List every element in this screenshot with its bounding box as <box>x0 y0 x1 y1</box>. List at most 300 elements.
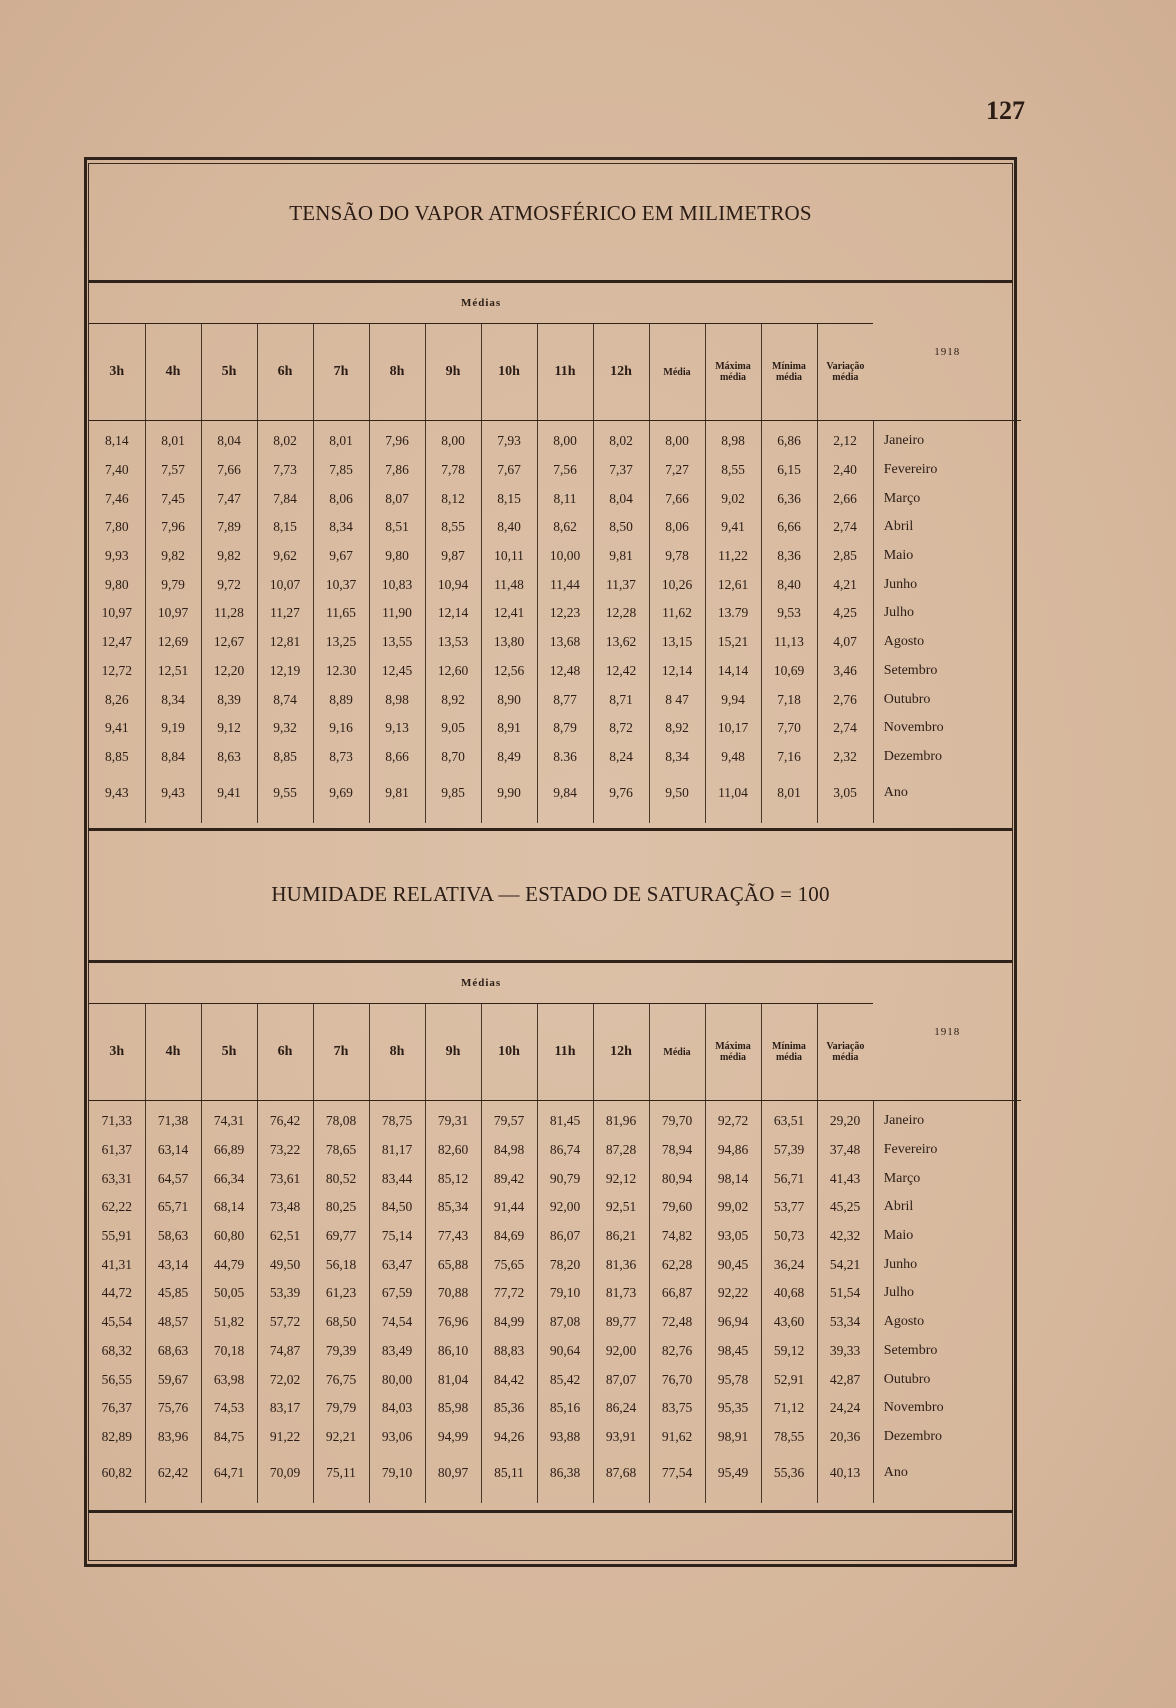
table-row <box>89 599 1021 628</box>
table-cell: 7,47 <box>201 484 257 513</box>
table-cell: 42,32 <box>817 1222 873 1251</box>
table-cell: 8,04 <box>201 421 257 456</box>
table-cell: 13.79 <box>705 599 761 628</box>
table-cell: 66,89 <box>201 1136 257 1165</box>
table-cell: 12,60 <box>425 657 481 686</box>
table-cell: 92,12 <box>593 1164 649 1193</box>
table-cell: 8,66 <box>369 743 425 772</box>
table-cell: 98,14 <box>705 1164 761 1193</box>
table-cell: 72,02 <box>257 1365 313 1394</box>
table-cell: 8,55 <box>425 513 481 542</box>
column-header: 11h <box>537 1004 593 1101</box>
table-cell: 86,24 <box>593 1394 649 1423</box>
table-cell: 74,54 <box>369 1308 425 1337</box>
table-cell: 9,19 <box>145 714 201 743</box>
table-cell: 84,69 <box>481 1222 537 1251</box>
column-header: Máxima média <box>705 324 761 421</box>
table-cell: 8,79 <box>537 714 593 743</box>
table-cell: 8,12 <box>425 484 481 513</box>
table-cell: 9,90 <box>481 771 537 815</box>
table-cell: 7,78 <box>425 456 481 485</box>
table-cell: 55,36 <box>761 1451 817 1495</box>
table-cell: 61,37 <box>101 1142 132 1158</box>
table-cell: 12,19 <box>257 657 313 686</box>
column-header: 11h <box>537 324 593 421</box>
table-cell: 66,87 <box>649 1279 705 1308</box>
table-cell: 8,34 <box>145 685 201 714</box>
table-cell: 8,24 <box>593 743 649 772</box>
table-cell: 8,36 <box>761 542 817 571</box>
table-cell: 82,89 <box>101 1428 132 1444</box>
table-cell: 11,65 <box>313 599 369 628</box>
table-cell: 12,47 <box>101 634 132 650</box>
table-cell: 3,46 <box>817 657 873 686</box>
table-cell: 8,63 <box>201 743 257 772</box>
table-row <box>89 1365 1021 1394</box>
table-cell: 12,23 <box>537 599 593 628</box>
table-cell: 77,43 <box>425 1222 481 1251</box>
table-cell: 80,00 <box>369 1365 425 1394</box>
column-header: Máxima média <box>705 1004 761 1101</box>
table-cell: 86,38 <box>537 1451 593 1495</box>
table-cell: 11,62 <box>649 599 705 628</box>
table-cell: 9,12 <box>201 714 257 743</box>
month-label: Setembro <box>873 657 1021 686</box>
table-cell: 85,98 <box>425 1394 481 1423</box>
table-cell: 7,40 <box>104 462 129 478</box>
table-cell: 87,08 <box>537 1308 593 1337</box>
table-cell: 7,89 <box>201 513 257 542</box>
table-row <box>89 628 1021 657</box>
table-cell: 8,77 <box>537 685 593 714</box>
column-header: Variação média <box>817 1004 873 1101</box>
table-cell: 54,21 <box>817 1250 873 1279</box>
table-cell: 73,61 <box>257 1164 313 1193</box>
table-cell: 12.30 <box>313 657 369 686</box>
table-cell: 59,12 <box>761 1337 817 1366</box>
table-cell: 8,92 <box>649 714 705 743</box>
table-cell: 64,57 <box>145 1164 201 1193</box>
table-cell: 81,04 <box>425 1365 481 1394</box>
table-cell: 7,56 <box>537 456 593 485</box>
column-header: Mínima média <box>761 1004 817 1101</box>
table-cell: 7,27 <box>649 456 705 485</box>
table-cell: 55,91 <box>101 1228 132 1244</box>
table-cell: 12,61 <box>705 570 761 599</box>
table-cell: 8,01 <box>145 421 201 456</box>
table-cell: 7,70 <box>761 714 817 743</box>
table-cell: 9,41 <box>104 720 129 736</box>
table-cell: 9,05 <box>425 714 481 743</box>
table-cell: 67,59 <box>369 1279 425 1308</box>
table-cell: 63,31 <box>101 1170 132 1186</box>
month-label: Abril <box>873 513 1021 542</box>
year-total-row <box>89 1451 1021 1495</box>
table-cell: 84,50 <box>369 1193 425 1222</box>
month-label: Ano <box>873 771 1021 815</box>
table-cell: 45,85 <box>145 1279 201 1308</box>
table-cell: 39,33 <box>817 1337 873 1366</box>
table-cell: 80,97 <box>425 1451 481 1495</box>
month-label: Fevereiro <box>873 456 1021 485</box>
table-cell: 75,76 <box>145 1394 201 1423</box>
table-cell: 83,49 <box>369 1337 425 1366</box>
year-header: 1918 <box>873 963 1021 1101</box>
table-cell: 13,80 <box>481 628 537 657</box>
table-cell: 92,00 <box>537 1193 593 1222</box>
table-cell: 8,90 <box>481 685 537 714</box>
table-cell: 79,10 <box>537 1279 593 1308</box>
table-cell: 12,41 <box>481 599 537 628</box>
table-cell: 8,50 <box>593 513 649 542</box>
table-cell: 9,82 <box>201 542 257 571</box>
table-cell: 4,25 <box>817 599 873 628</box>
table-cell: 88,83 <box>481 1337 537 1366</box>
table-cell: 3,05 <box>817 771 873 815</box>
table-cell: 63,14 <box>145 1136 201 1165</box>
table-cell: 85,12 <box>425 1164 481 1193</box>
table-cell: 7,80 <box>104 519 129 535</box>
table-cell: 36,24 <box>761 1250 817 1279</box>
table-cell: 91,22 <box>257 1423 313 1452</box>
table-cell: 7,37 <box>593 456 649 485</box>
table-cell: 7,84 <box>257 484 313 513</box>
table-cell: 75,11 <box>313 1451 369 1495</box>
column-header: 12h <box>593 324 649 421</box>
table-cell: 90,45 <box>705 1250 761 1279</box>
table-cell: 68,63 <box>145 1337 201 1366</box>
table-cell: 53,77 <box>761 1193 817 1222</box>
table-cell: 69,77 <box>313 1222 369 1251</box>
table-cell: 13,55 <box>369 628 425 657</box>
table-cell: 44,79 <box>201 1250 257 1279</box>
table-row <box>89 1279 1021 1308</box>
table-cell: 8,07 <box>369 484 425 513</box>
table-cell: 99,02 <box>705 1193 761 1222</box>
table-cell: 71,38 <box>145 1101 201 1136</box>
table-cell: 60,80 <box>201 1222 257 1251</box>
table-cell: 80,25 <box>313 1193 369 1222</box>
table-cell: 41,43 <box>817 1164 873 1193</box>
table-cell: 8,40 <box>761 570 817 599</box>
table-cell: 76,70 <box>649 1365 705 1394</box>
table-cell: 8,73 <box>313 743 369 772</box>
table-cell: 7,66 <box>649 484 705 513</box>
table-cell: 12,67 <box>201 628 257 657</box>
table-cell: 8,11 <box>537 484 593 513</box>
table-cell: 10,11 <box>481 542 537 571</box>
table-cell: 12,45 <box>369 657 425 686</box>
table-cell: 9,50 <box>649 771 705 815</box>
humidade-bottom-rule <box>88 1510 1013 1513</box>
table-cell: 79,60 <box>649 1193 705 1222</box>
table-cell: 12,56 <box>481 657 537 686</box>
month-label: Maio <box>873 1222 1021 1251</box>
table-cell: 8,62 <box>537 513 593 542</box>
table-cell: 74,82 <box>649 1222 705 1251</box>
table-cell: 8,49 <box>481 743 537 772</box>
month-label: Novembro <box>873 714 1021 743</box>
column-header: 12h <box>593 1004 649 1101</box>
table-cell: 65,71 <box>145 1193 201 1222</box>
table-cell: 74,53 <box>201 1394 257 1423</box>
month-label: Julho <box>873 599 1021 628</box>
humidade-table-title: HUMIDADE RELATIVA — ESTADO DE SATURAÇÃO = 100 <box>271 882 830 906</box>
table-cell: 7,57 <box>145 456 201 485</box>
table-cell: 2,12 <box>817 421 873 456</box>
table-cell: 10,97 <box>145 599 201 628</box>
month-label: Abril <box>873 1193 1021 1222</box>
column-header: Média <box>649 1004 705 1101</box>
table-cell: 68,50 <box>313 1308 369 1337</box>
table-cell: 63,98 <box>201 1365 257 1394</box>
table-cell: 8,00 <box>649 421 705 456</box>
table-cell: 9,41 <box>201 771 257 815</box>
month-label: Setembro <box>873 1337 1021 1366</box>
month-label: Janeiro <box>873 1101 1021 1136</box>
table-cell: 82,60 <box>425 1136 481 1165</box>
month-label: Dezembro <box>873 1423 1021 1452</box>
column-header: Média <box>649 324 705 421</box>
table-cell: 78,75 <box>369 1101 425 1136</box>
table-cell: 81,73 <box>593 1279 649 1308</box>
table-cell: 9,67 <box>313 542 369 571</box>
column-header: 8h <box>369 1004 425 1101</box>
table-cell: 8,84 <box>145 743 201 772</box>
table-cell: 80,94 <box>649 1164 705 1193</box>
table-cell: 49,50 <box>257 1250 313 1279</box>
column-header: 4h <box>145 324 201 421</box>
table-cell: 9,76 <box>593 771 649 815</box>
vapor-table <box>89 283 1021 823</box>
table-cell: 8,98 <box>705 421 761 456</box>
table-cell: 9,93 <box>104 548 129 564</box>
table-cell: 13,15 <box>649 628 705 657</box>
table-cell: 84,03 <box>369 1394 425 1423</box>
table-cell: 13,68 <box>537 628 593 657</box>
table-cell: 8,92 <box>425 685 481 714</box>
table-cell: 13,25 <box>313 628 369 657</box>
table-cell: 2,76 <box>817 685 873 714</box>
table-cell: 48,57 <box>145 1308 201 1337</box>
table-cell: 8,34 <box>649 743 705 772</box>
month-label: Março <box>873 484 1021 513</box>
table-cell: 12,48 <box>537 657 593 686</box>
table-cell: 40,13 <box>817 1451 873 1495</box>
column-header: 5h <box>201 1004 257 1101</box>
table-cell: 51,54 <box>817 1279 873 1308</box>
table-cell: 56,71 <box>761 1164 817 1193</box>
table-cell: 9,48 <box>705 743 761 772</box>
table-cell: 81,36 <box>593 1250 649 1279</box>
column-header: 6h <box>257 1004 313 1101</box>
vapor-bottom-rule <box>88 828 1013 831</box>
table-cell: 70,09 <box>257 1451 313 1495</box>
table-cell: 89,42 <box>481 1164 537 1193</box>
table-cell: 79,57 <box>481 1101 537 1136</box>
table-cell: 52,91 <box>761 1365 817 1394</box>
table-cell: 8,14 <box>104 433 129 449</box>
table-cell: 95,49 <box>705 1451 761 1495</box>
table-cell: 79,70 <box>649 1101 705 1136</box>
table-row <box>89 456 1021 485</box>
table-cell: 42,87 <box>817 1365 873 1394</box>
table-cell: 9,81 <box>369 771 425 815</box>
table-cell: 10,26 <box>649 570 705 599</box>
table-cell: 63,51 <box>761 1101 817 1136</box>
table-cell: 9,81 <box>593 542 649 571</box>
table-cell: 64,71 <box>201 1451 257 1495</box>
table-cell: 9,41 <box>705 513 761 542</box>
table-cell: 73,22 <box>257 1136 313 1165</box>
table-cell: 9,43 <box>145 771 201 815</box>
table-cell: 79,10 <box>369 1451 425 1495</box>
table-cell: 68,32 <box>101 1342 132 1358</box>
table-cell: 85,42 <box>537 1365 593 1394</box>
table-cell: 4,07 <box>817 628 873 657</box>
table-cell: 44,72 <box>101 1285 132 1301</box>
table-cell: 20,36 <box>817 1423 873 1452</box>
table-cell: 9,72 <box>201 570 257 599</box>
month-label: Julho <box>873 1279 1021 1308</box>
table-cell: 9,85 <box>425 771 481 815</box>
column-header: 10h <box>481 1004 537 1101</box>
table-cell: 56,55 <box>101 1371 132 1387</box>
month-label: Junho <box>873 570 1021 599</box>
month-label: Fevereiro <box>873 1136 1021 1165</box>
table-cell: 72,48 <box>649 1308 705 1337</box>
column-header: 5h <box>201 324 257 421</box>
month-label: Agosto <box>873 1308 1021 1337</box>
table-cell: 84,98 <box>481 1136 537 1165</box>
table-cell: 10,69 <box>761 657 817 686</box>
table-cell: 43,14 <box>145 1250 201 1279</box>
table-cell: 89,77 <box>593 1308 649 1337</box>
month-label: Ano <box>873 1451 1021 1495</box>
table-cell: 50,05 <box>201 1279 257 1308</box>
table-row <box>89 1136 1021 1165</box>
table-cell: 61,23 <box>313 1279 369 1308</box>
table-cell: 58,63 <box>145 1222 201 1251</box>
table-cell: 83,96 <box>145 1423 201 1452</box>
table-cell: 85,34 <box>425 1193 481 1222</box>
table-cell: 87,28 <box>593 1136 649 1165</box>
table-cell: 86,21 <box>593 1222 649 1251</box>
table-cell: 7,85 <box>313 456 369 485</box>
table-cell: 62,42 <box>145 1451 201 1495</box>
table-cell: 2,74 <box>817 714 873 743</box>
table-cell: 8,98 <box>369 685 425 714</box>
table-cell: 11,90 <box>369 599 425 628</box>
table-cell: 6,66 <box>761 513 817 542</box>
table-row <box>89 685 1021 714</box>
table-cell: 10,07 <box>257 570 313 599</box>
table-cell: 93,06 <box>369 1423 425 1452</box>
table-cell: 59,67 <box>145 1365 201 1394</box>
table-cell: 11,28 <box>201 599 257 628</box>
table-cell: 9,32 <box>257 714 313 743</box>
table-cell: 11,22 <box>705 542 761 571</box>
table-row <box>89 484 1021 513</box>
table-cell: 8,01 <box>761 771 817 815</box>
table-cell: 75,65 <box>481 1250 537 1279</box>
table-cell: 8,85 <box>257 743 313 772</box>
table-cell: 12,28 <box>593 599 649 628</box>
table-cell: 8,72 <box>593 714 649 743</box>
table-cell: 13,53 <box>425 628 481 657</box>
table-cell: 91,62 <box>649 1423 705 1452</box>
column-header: 9h <box>425 324 481 421</box>
year-total-row <box>89 771 1021 815</box>
table-cell: 83,75 <box>649 1394 705 1423</box>
table-cell: 7,73 <box>257 456 313 485</box>
page-number: 127 <box>986 96 1025 125</box>
table-cell: 6,86 <box>761 421 817 456</box>
table-cell: 86,07 <box>537 1222 593 1251</box>
table-cell: 24,24 <box>817 1394 873 1423</box>
table-cell: 7,86 <box>369 456 425 485</box>
table-cell: 53,34 <box>817 1308 873 1337</box>
table-row <box>89 1394 1021 1423</box>
table-cell: 50,73 <box>761 1222 817 1251</box>
table-cell: 94,26 <box>481 1423 537 1452</box>
table-cell: 10,17 <box>705 714 761 743</box>
month-label: Agosto <box>873 628 1021 657</box>
table-cell: 8,02 <box>593 421 649 456</box>
table-cell: 12,51 <box>145 657 201 686</box>
table-cell: 40,68 <box>761 1279 817 1308</box>
table-cell: 8,15 <box>257 513 313 542</box>
table-cell: 51,82 <box>201 1308 257 1337</box>
table-cell: 7,96 <box>369 421 425 456</box>
table-row <box>89 714 1021 743</box>
table-cell: 78,55 <box>761 1423 817 1452</box>
table-cell: 93,91 <box>593 1423 649 1452</box>
table-cell: 83,17 <box>257 1394 313 1423</box>
month-label: Dezembro <box>873 743 1021 772</box>
table-cell: 8,34 <box>313 513 369 542</box>
table-cell: 7,16 <box>761 743 817 772</box>
table-cell: 7,18 <box>761 685 817 714</box>
table-cell: 77,54 <box>649 1451 705 1495</box>
table-cell: 70,18 <box>201 1337 257 1366</box>
table-cell: 2,74 <box>817 513 873 542</box>
table-cell: 9,69 <box>313 771 369 815</box>
table-cell: 62,22 <box>101 1199 132 1215</box>
table-cell: 73,48 <box>257 1193 313 1222</box>
table-cell: 85,36 <box>481 1394 537 1423</box>
table-cell: 2,32 <box>817 743 873 772</box>
table-row <box>89 1423 1021 1452</box>
table-row <box>89 1250 1021 1279</box>
table-cell: 7,96 <box>145 513 201 542</box>
table-row <box>89 1193 1021 1222</box>
table-cell: 96,94 <box>705 1308 761 1337</box>
table-cell: 84,75 <box>201 1423 257 1452</box>
table-cell: 84,42 <box>481 1365 537 1394</box>
humidade-table <box>89 963 1021 1503</box>
table-cell: 12,14 <box>649 657 705 686</box>
table-cell: 8,70 <box>425 743 481 772</box>
table-row <box>89 743 1021 772</box>
column-header: 9h <box>425 1004 481 1101</box>
table-cell: 8,51 <box>369 513 425 542</box>
table-cell: 98,45 <box>705 1337 761 1366</box>
table-cell: 11,37 <box>593 570 649 599</box>
table-cell: 85,16 <box>537 1394 593 1423</box>
table-row <box>89 542 1021 571</box>
table-cell: 57,72 <box>257 1308 313 1337</box>
